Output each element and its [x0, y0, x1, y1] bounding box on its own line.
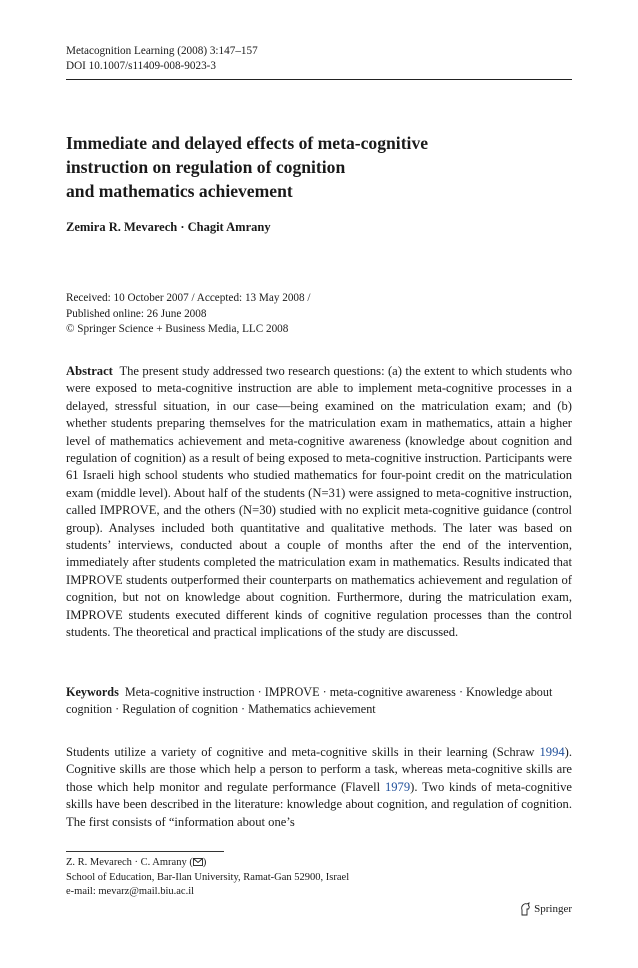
abstract-label: Abstract — [66, 364, 113, 378]
keywords-text: Meta-cognitive instruction · IMPROVE · meta-cognitive awareness · Knowledge about cognition · Regulation of cognition · Mathematics achievement — [66, 685, 553, 717]
body-text-3: ). Two kinds of meta-cognitive skills have been described in the literature: knowledge about cognition, and regulation of cognition. The first consists of “information about one’s — [66, 779, 572, 829]
body-text-1: Students utilize a variety of cognitive and meta-cognitive skills in their learning (Schraw — [66, 745, 540, 759]
received-accepted: Received: 10 October 2007 / Accepted: 13 May 2008 / — [66, 292, 311, 304]
keywords-label: Keywords — [66, 685, 119, 699]
title-line-3: and mathematics achievement — [66, 181, 293, 201]
author-list: Zemira R. Mevarech · Chagit Amrany — [66, 220, 271, 234]
footnote-email[interactable]: e-mail: mevarz@mail.biu.ac.il — [66, 886, 195, 897]
springer-wordmark: Springer — [534, 903, 572, 915]
citation-link-1994[interactable]: 1994 — [539, 745, 565, 759]
journal-header — [66, 44, 258, 74]
envelope-icon — [193, 858, 203, 866]
author-footnote — [66, 856, 349, 900]
footnote-rule — [66, 851, 224, 852]
title-line-1: Immediate and delayed effects of meta-cognitive — [66, 133, 429, 153]
footnote-authors-close: ) — [202, 857, 207, 868]
abstract-text: The present study addressed two research questions: (a) the extent to which students who were exposed to meta-cognitive instruction are able to implement meta-cognitive processes in a delayed, stressful situation, in our case—being examined on the matriculation exam; and (b) whether students preparing themselves for the matriculation exam in mathematics, attain a higher level of mathematics achievement and meta-cognitive awareness (knowledge about cognition and regulation of cognition) as a result of being exposed to meta-cognitive instruction. Participants were 61 Israeli high school students who studied mathematics for four-point credit on the matriculation exam (middle level). About half of the students (N=31) were assigned to meta-cognitive instruction, called IMPROVE, and the others (N=30) studied with no explicit meta-cognitive guidance (control group). Analyses included both quantitative and qualitative methods. The later was based on students’ interviews, conducted about a couple of months after the end of the intervention, immediately after students completed the matriculation exam in mathematics. Results indicated that IMPROVE students outperformed their counterparts on mathematics achievement and regulation of cognition, but not on knowledge about cognition. Furthermore, during the matriculation exam, IMPROVE students executed different kinds of cognitive regulation processes than the control students. The theoretical and practical implications of the study are discussed. — [66, 364, 572, 640]
title-line-2: instruction on regulation of cognition — [66, 157, 346, 177]
footnote-authors-text: Z. R. Mevarech · C. Amrany ( — [66, 857, 193, 868]
springer-horse-icon — [519, 902, 531, 916]
introduction-paragraph — [66, 744, 572, 831]
citation-link-1979[interactable]: 1979 — [384, 779, 411, 794]
footnote-authors — [66, 856, 349, 871]
footnote-affiliation: School of Education, Bar-Ilan University, Ramat-Gan 52900, Israel — [66, 871, 350, 883]
copyright: © Springer Science + Business Media, LLC 2008 — [66, 323, 289, 335]
doi: DOI 10.1007/s11409-008-9023-3 — [66, 60, 216, 72]
header-rule — [66, 79, 572, 80]
publication-dates — [66, 291, 311, 338]
abstract — [66, 363, 572, 642]
journal-citation: Metacognition Learning (2008) 3:147–157 — [66, 45, 258, 57]
keywords — [66, 684, 572, 719]
springer-logo — [519, 902, 572, 916]
body-text-2: ). Cognitive skills are those which help a person to perform a task, whereas meta-cognitive skills are those which help monitor and regulate performance (Flavell — [66, 745, 572, 794]
paper-title — [66, 131, 572, 203]
published-online: Published online: 26 June 2008 — [66, 307, 207, 320]
